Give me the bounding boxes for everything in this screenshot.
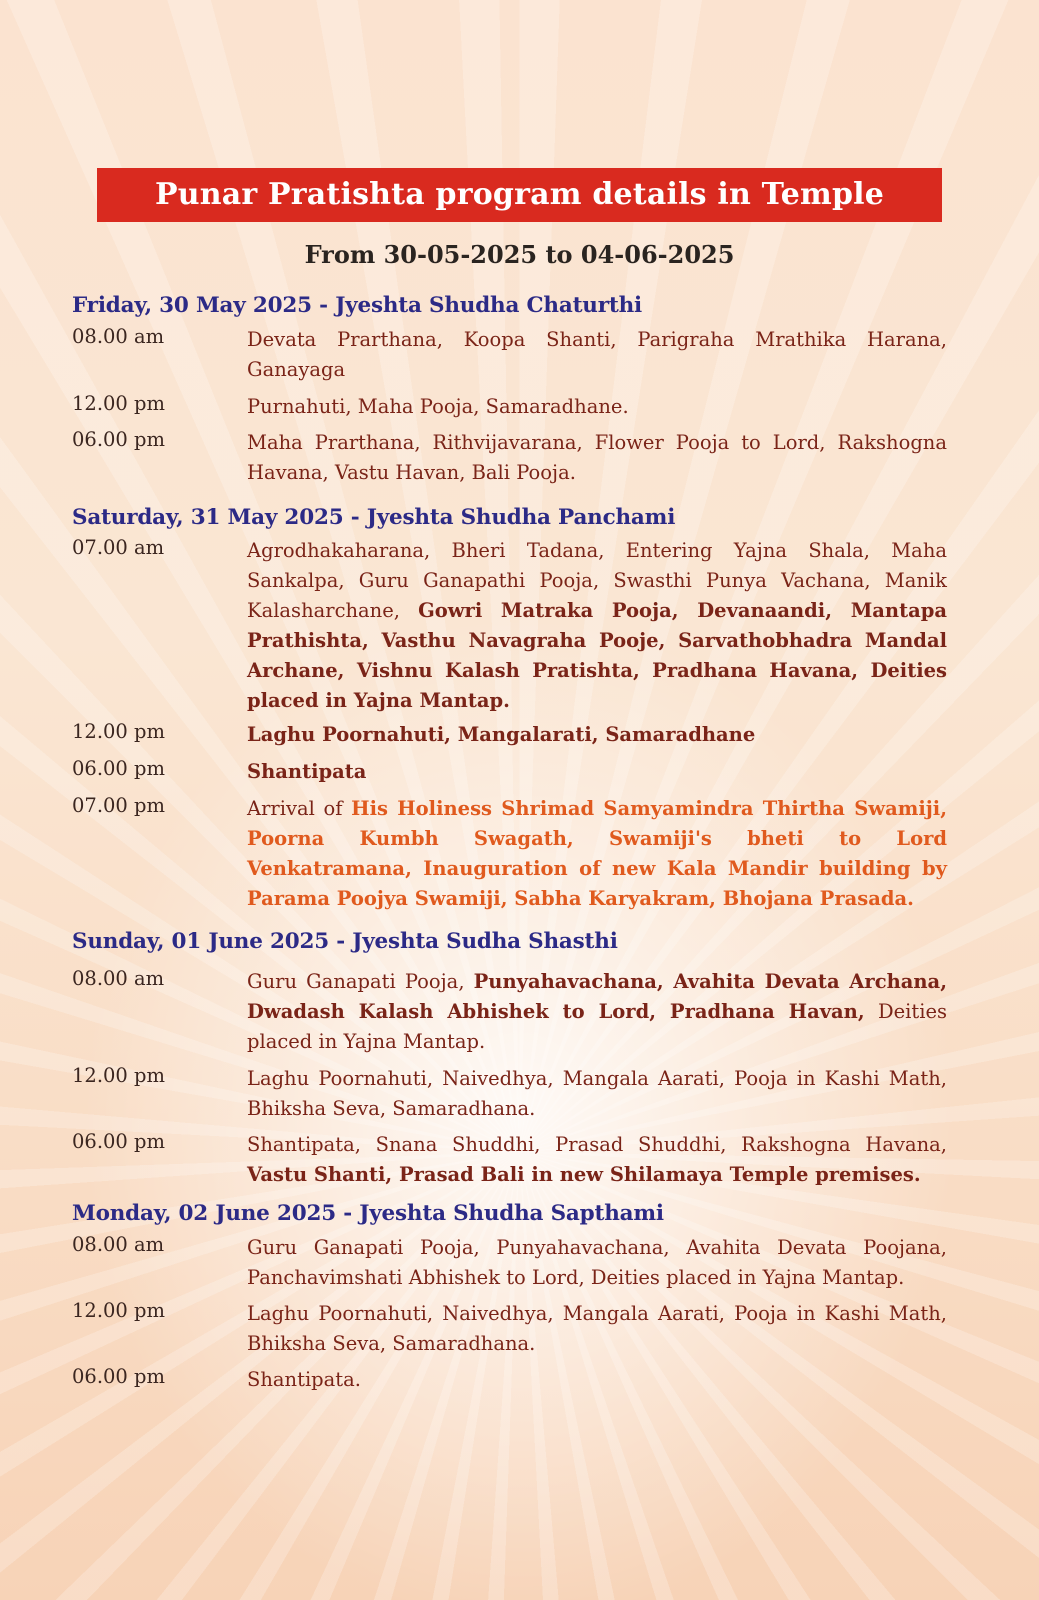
event-time: 06.00 pm: [72, 428, 165, 451]
event-desc-segment: Gowri Matraka Pooja, Devanaandi, Mantapa Prathishta, Vasthu Navagraha Pooje, Sarvathobhadra Mandal Archane, Vishnu Kalash Pratishta, Pradhana Havana, Deities placed in Yajna Mantap.: [247, 599, 948, 712]
event-time: 07.00 pm: [72, 794, 165, 817]
event-desc-segment: Guru Ganapati Pooja,: [247, 970, 474, 993]
event-time: 06.00 pm: [72, 1365, 165, 1388]
event-desc: [247, 1064, 947, 1124]
day-heading: Monday, 02 June 2025 - Jyeshta Shudha Sapthami: [72, 1201, 664, 1226]
day-heading: Friday, 30 May 2025 - Jyeshta Shudha Chaturthi: [72, 293, 642, 318]
title-banner: Punar Pratishta program details in Temple: [97, 168, 942, 222]
event-desc: [247, 1233, 947, 1293]
event-desc-segment: Laghu Poornahuti, Mangalarati, Samaradhane: [247, 723, 756, 746]
date-range: From 30-05-2025 to 04-06-2025: [304, 240, 735, 269]
event-desc: [247, 757, 947, 787]
event-desc-segment: Punyahavachana, Avahita Devata Archana, Dwadash Kalash Abhishek to Lord, Pradhana Havan,: [247, 970, 947, 1023]
event-desc-segment: Purnahuti, Maha Pooja, Samaradhane.: [247, 395, 629, 418]
event-desc: [247, 392, 947, 422]
event-desc-segment: Maha Prarthana, Rithvijavarana, Flower Pooja to Lord, Rakshogna Havana, Vastu Havan, Bali Pooja.: [247, 431, 947, 484]
event-desc-segment: Vastu Shanti, Prasad Bali in new Shilamaya Temple premises.: [247, 1163, 921, 1186]
event-time: 07.00 am: [72, 536, 165, 559]
event-desc: [247, 325, 947, 385]
event-desc-segment: Agrodhakaharana, Bheri Tadana, Entering Yajna Shala, Maha Sankalpa, Guru Ganapathi Pooja, Swasthi Punya Vachana, Manik Kalasharchane,: [247, 539, 947, 622]
event-desc: [247, 967, 947, 1057]
event-desc: [247, 1299, 947, 1359]
event-time: 12.00 pm: [72, 1064, 165, 1087]
event-desc-segment: Shantipata, Snana Shuddhi, Prasad Shuddhi, Rakshogna Havana,: [247, 1133, 947, 1156]
event-desc: [247, 720, 947, 750]
event-desc-segment: Laghu Poornahuti, Naivedhya, Mangala Aarati, Pooja in Kashi Math, Bhiksha Seva, Samaradhana.: [247, 1067, 947, 1120]
event-time: 12.00 pm: [72, 392, 165, 415]
event-desc-segment: His Holiness Shrimad Samyamindra Thirtha Swamiji, Poorna Kumbh Swagath, Swamiji's bheti to Lord Venkatramana, Inauguration of new Kala Mandir building by Parama Poojya Swamiji, Sabha Karyakram, Bhojana Prasada.: [247, 797, 947, 910]
event-time: 06.00 pm: [72, 1130, 165, 1153]
event-desc-segment: Laghu Poornahuti, Naivedhya, Mangala Aarati, Pooja in Kashi Math, Bhiksha Seva, Samaradhana.: [247, 1302, 947, 1355]
event-time: 08.00 am: [72, 325, 165, 348]
day-heading: Saturday, 31 May 2025 - Jyeshta Shudha Panchami: [72, 505, 676, 530]
event-desc: [247, 794, 947, 914]
event-time: 12.00 pm: [72, 1299, 165, 1322]
event-desc-segment: Shantipata: [247, 760, 367, 783]
day-heading: Sunday, 01 June 2025 - Jyeshta Sudha Shasthi: [72, 929, 618, 954]
event-desc-segment: Guru Ganapati Pooja, Punyahavachana, Avahita Devata Poojana, Panchavimshati Abhishek to Lord, Deities placed in Yajna Mantap.: [247, 1236, 947, 1289]
event-desc-segment: Shantipata.: [247, 1368, 361, 1391]
event-time: 08.00 am: [72, 1233, 165, 1256]
event-desc-segment: Devata Prarthana, Koopa Shanti, Parigraha Mrathika Harana, Ganayaga: [247, 328, 947, 381]
event-desc: [247, 428, 947, 488]
event-desc-segment: Deities placed in Yajna Mantap.: [247, 1000, 948, 1053]
event-time: 08.00 am: [72, 967, 165, 990]
event-time: 06.00 pm: [72, 757, 165, 780]
event-desc-segment: Arrival of: [247, 797, 352, 820]
event-desc: [247, 536, 947, 716]
event-time: 12.00 pm: [72, 720, 165, 743]
event-desc: [247, 1130, 947, 1190]
event-desc: [247, 1365, 947, 1395]
